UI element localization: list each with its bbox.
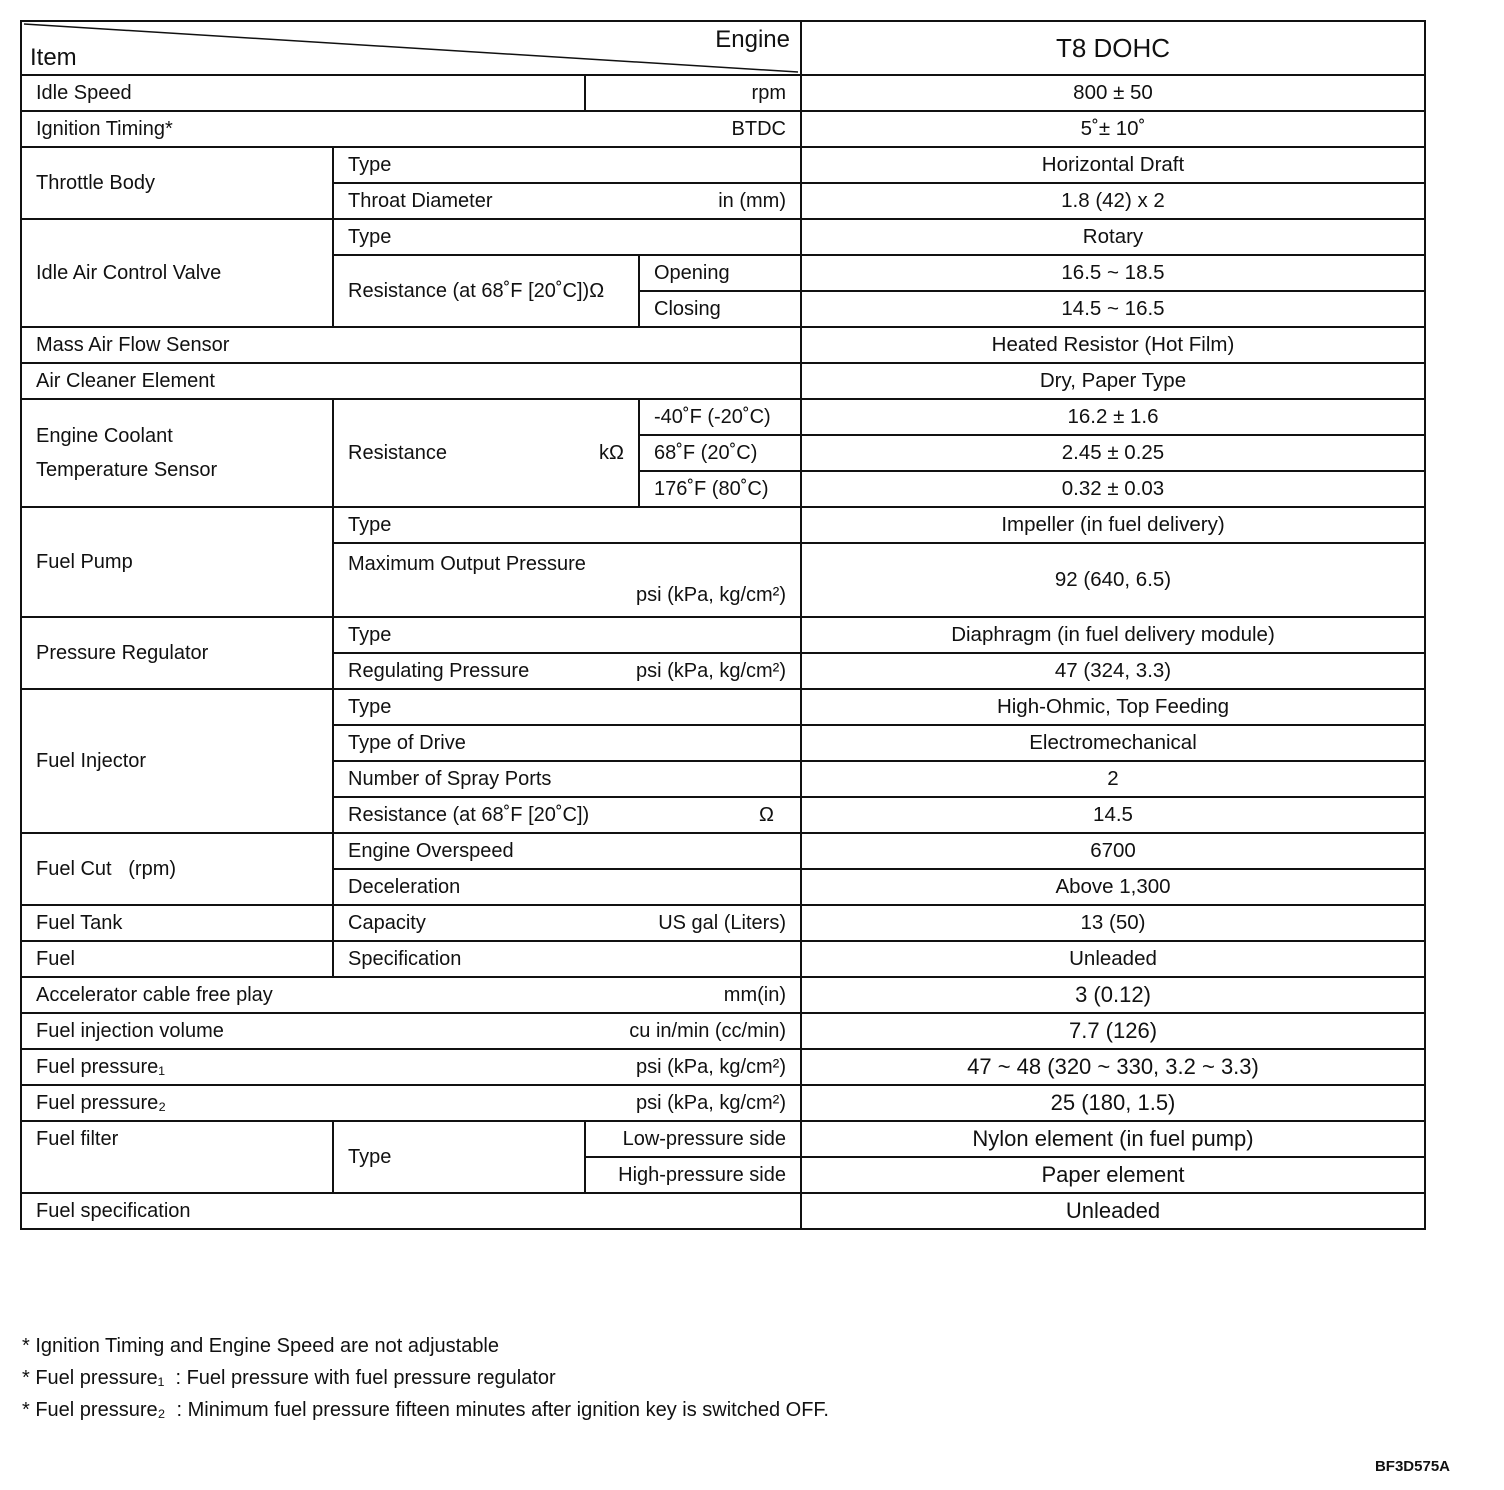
- ects-label-line1: Engine Coolant: [36, 425, 173, 447]
- pressure-regulator-type-label: Type: [333, 617, 801, 653]
- ects-label-line2: Temperature Sensor: [36, 459, 218, 481]
- max-pressure-unit: psi (kPa, kg/cm²): [635, 584, 786, 606]
- fuel-pressure-2-unit: psi (kPa, kg/cm²): [635, 1091, 786, 1114]
- footnote: * Fuel pressure₂ : Minimum fuel pressure fifteen minutes after ignition key is switched OFF.: [22, 1399, 829, 1421]
- fuel-filter-type-label: Type: [333, 1121, 585, 1193]
- fuel-pressure-1-label: Fuel pressure₁: [36, 1055, 166, 1078]
- maf-label: Mass Air Flow Sensor: [21, 327, 801, 363]
- idle-speed-label: Idle Speed: [21, 75, 585, 111]
- regulating-pressure-label: Regulating Pressure: [348, 659, 530, 682]
- high-pressure-label: High-pressure side: [585, 1157, 801, 1193]
- max-pressure-value: 92 (640, 6.5): [801, 543, 1425, 617]
- injector-drive-value: Electromechanical: [801, 725, 1425, 761]
- header-row: [21, 21, 1425, 75]
- fuel-specification-value: Unleaded: [801, 1193, 1425, 1229]
- high-pressure-value: Paper element: [801, 1157, 1425, 1193]
- footnote: * Fuel pressure₁ : Fuel pressure with fuel pressure regulator: [22, 1367, 556, 1389]
- table-row: [21, 689, 1425, 725]
- fuel-label: Fuel: [21, 941, 333, 977]
- injector-resistance-unit: Ω: [759, 803, 774, 826]
- figure-code: BF3D575A: [1374, 1458, 1450, 1475]
- ects-resistance-label: Resistance: [348, 441, 447, 464]
- injector-ports-value: 2: [801, 761, 1425, 797]
- pressure-regulator-label: Pressure Regulator: [21, 617, 333, 689]
- header-engine: Engine: [715, 26, 790, 53]
- ects-temp: 68˚F (20˚C): [639, 435, 801, 471]
- table-row: [21, 905, 1425, 941]
- throat-diameter-label: Throat Diameter: [348, 189, 493, 212]
- table-row: [21, 1121, 1425, 1157]
- injector-resistance-value: 14.5: [801, 797, 1425, 833]
- fuel-pump-label: Fuel Pump: [21, 507, 333, 617]
- fuel-pressure-1-value: 47 ~ 48 (320 ~ 330, 3.2 ~ 3.3): [801, 1049, 1425, 1085]
- injector-type-value: High-Ohmic, Top Feeding: [801, 689, 1425, 725]
- fuel-tank-unit: US gal (Liters): [658, 911, 786, 934]
- table-row: [21, 1049, 1425, 1085]
- fuel-tank-capacity-label: Capacity: [348, 911, 426, 934]
- ects-temp: -40˚F (-20˚C): [639, 399, 801, 435]
- regulating-pressure-value: 47 (324, 3.3): [801, 653, 1425, 689]
- table-row: [21, 833, 1425, 869]
- overspeed-value: 6700: [801, 833, 1425, 869]
- low-pressure-label: Low-pressure side: [585, 1121, 801, 1157]
- footnotes: [22, 1330, 829, 1426]
- table-row: [21, 1193, 1425, 1229]
- table-row: [21, 327, 1425, 363]
- throat-diameter-unit: in (mm): [718, 189, 786, 212]
- fuel-filter-label: Fuel filter: [21, 1121, 333, 1193]
- table-row: [21, 1013, 1425, 1049]
- overspeed-label: Engine Overspeed: [333, 833, 801, 869]
- ignition-timing-unit: BTDC: [731, 117, 786, 140]
- deceleration-value: Above 1,300: [801, 869, 1425, 905]
- maf-value: Heated Resistor (Hot Film): [801, 327, 1425, 363]
- injection-volume-label: Fuel injection volume: [36, 1019, 224, 1042]
- ects-value: 0.32 ± 0.03: [801, 471, 1425, 507]
- accel-cable-label: Accelerator cable free play: [36, 983, 273, 1006]
- header-model: T8 DOHC: [801, 21, 1425, 75]
- iacv-opening-label: Opening: [639, 255, 801, 291]
- table-row: [21, 941, 1425, 977]
- iacv-closing-value: 14.5 ~ 16.5: [801, 291, 1425, 327]
- fuel-pump-type-value: Impeller (in fuel delivery): [801, 507, 1425, 543]
- throttle-body-label: Throttle Body: [21, 147, 333, 219]
- fuel-cut-label: Fuel Cut (rpm): [21, 833, 333, 905]
- injection-volume-value: 7.7 (126): [801, 1013, 1425, 1049]
- table-row: [21, 1085, 1425, 1121]
- header-item-engine-cell: [21, 21, 801, 75]
- throttle-type-value: Horizontal Draft: [801, 147, 1425, 183]
- idle-speed-unit: rpm: [585, 75, 801, 111]
- fuel-pressure-2-value: 25 (180, 1.5): [801, 1085, 1425, 1121]
- fuel-tank-value: 13 (50): [801, 905, 1425, 941]
- table-row: [21, 147, 1425, 183]
- iacv-closing-label: Closing: [639, 291, 801, 327]
- pressure-regulator-type-value: Diaphragm (in fuel delivery module): [801, 617, 1425, 653]
- air-cleaner-value: Dry, Paper Type: [801, 363, 1425, 399]
- ects-value: 16.2 ± 1.6: [801, 399, 1425, 435]
- accel-cable-unit: mm(in): [723, 983, 786, 1006]
- idle-speed-value: 800 ± 50: [801, 75, 1425, 111]
- throat-diameter-value: 1.8 (42) x 2: [801, 183, 1425, 219]
- throttle-type-label: Type: [333, 147, 801, 183]
- table-row: [21, 617, 1425, 653]
- table-row: [21, 399, 1425, 435]
- footnote: * Ignition Timing and Engine Speed are not adjustable: [22, 1335, 500, 1357]
- iacv-type-value: Rotary: [801, 219, 1425, 255]
- fuel-pump-type-label: Type: [333, 507, 801, 543]
- header-item: Item: [30, 44, 77, 71]
- ignition-timing-label: Ignition Timing*: [36, 117, 173, 140]
- diagonal-divider: [22, 22, 800, 74]
- deceleration-label: Deceleration: [333, 869, 801, 905]
- table-row: [21, 111, 1425, 147]
- injector-type-label: Type: [333, 689, 801, 725]
- iacv-type-label: Type: [333, 219, 801, 255]
- ects-resistance-unit: kΩ: [599, 441, 624, 464]
- air-cleaner-label: Air Cleaner Element: [21, 363, 801, 399]
- fuel-spec-value: Unleaded: [801, 941, 1425, 977]
- fuel-pressure-2-label: Fuel pressure₂: [36, 1091, 167, 1114]
- fuel-tank-label: Fuel Tank: [21, 905, 333, 941]
- injection-volume-unit: cu in/min (cc/min): [629, 1019, 786, 1042]
- ects-temp: 176˚F (80˚C): [639, 471, 801, 507]
- table-row: [21, 219, 1425, 255]
- table-row: [21, 977, 1425, 1013]
- accel-cable-value: 3 (0.12): [801, 977, 1425, 1013]
- table-row: [21, 507, 1425, 543]
- fuel-injector-label: Fuel Injector: [21, 689, 333, 833]
- injector-ports-label: Number of Spray Ports: [333, 761, 801, 797]
- fuel-specification-label: Fuel specification: [21, 1193, 801, 1229]
- ects-value: 2.45 ± 0.25: [801, 435, 1425, 471]
- injector-resistance-label: Resistance (at 68˚F [20˚C]): [348, 803, 590, 826]
- iacv-label: Idle Air Control Valve: [21, 219, 333, 327]
- table-row: [21, 75, 1425, 111]
- iacv-opening-value: 16.5 ~ 18.5: [801, 255, 1425, 291]
- max-pressure-label: Maximum Output Pressure: [348, 553, 586, 575]
- regulating-pressure-unit: psi (kPa, kg/cm²): [635, 659, 786, 682]
- ignition-timing-value: 5˚± 10˚: [801, 111, 1425, 147]
- low-pressure-value: Nylon element (in fuel pump): [801, 1121, 1425, 1157]
- iacv-resistance-label: Resistance (at 68˚F [20˚C])Ω: [333, 255, 639, 327]
- fuel-pressure-1-unit: psi (kPa, kg/cm²): [635, 1055, 786, 1078]
- fuel-spec-label: Specification: [333, 941, 801, 977]
- injector-drive-label: Type of Drive: [333, 725, 801, 761]
- spec-table: [20, 20, 1426, 1230]
- table-row: [21, 363, 1425, 399]
